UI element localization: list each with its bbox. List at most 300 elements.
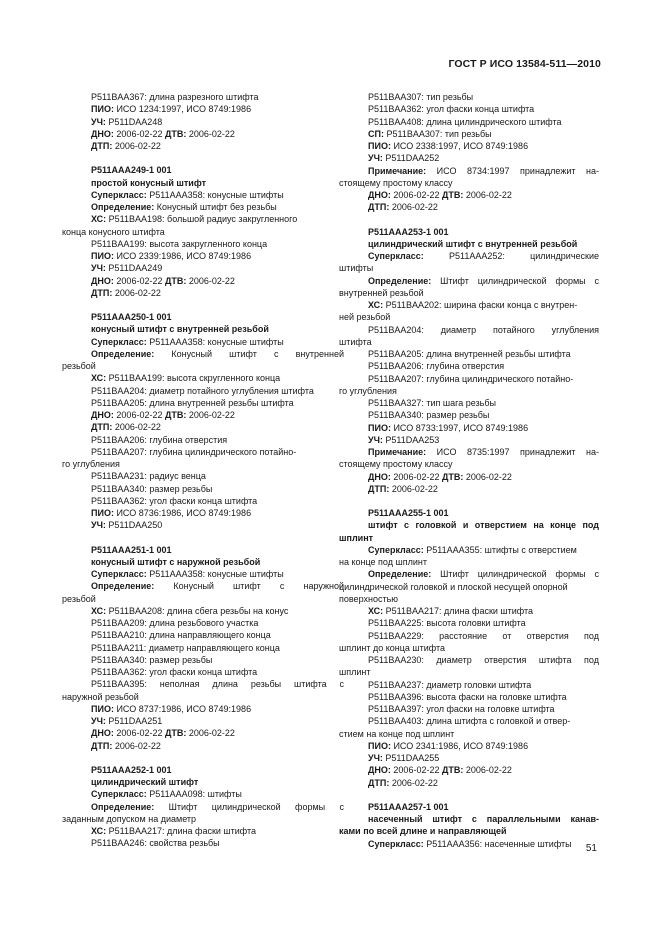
field-value: P511BAA340: размер резьбы	[91, 483, 213, 494]
text-line	[62, 544, 344, 556]
field-value: P511AAA358: конусные штифты	[146, 569, 284, 579]
field-value: наружной резьбой	[62, 691, 139, 702]
text-line	[339, 360, 599, 372]
text-line	[62, 740, 344, 752]
text-line	[62, 91, 344, 103]
field-label: ДТВ:	[441, 190, 464, 200]
text-line	[339, 177, 599, 189]
text-line	[62, 409, 344, 421]
field-value: P511BAA198: большой радиус закругленного	[106, 214, 298, 225]
text-line	[62, 213, 344, 225]
text-line	[62, 397, 344, 409]
field-value: ней резьбой	[339, 312, 391, 323]
field-value: ИСО 8734:1997 принадлежит на-	[426, 165, 599, 176]
text-line	[62, 201, 344, 213]
field-value: 2006-02-22	[113, 275, 165, 286]
left-column	[62, 91, 344, 850]
field-value: P511BAA199: высота скругленного конца	[106, 373, 281, 384]
text-line	[339, 128, 599, 140]
field-value: Конусный штифт с наружной	[154, 581, 344, 592]
text-line	[339, 238, 599, 250]
text-line	[62, 446, 344, 458]
field-label: P511AAA252-1 001	[91, 764, 172, 775]
field-value: 2006-02-22	[112, 422, 161, 433]
text-line	[339, 825, 599, 837]
field-value: P511BAA204: диаметр потайного углубления штифта	[91, 385, 314, 396]
field-label: насеченный штифт с параллельными канав-	[368, 814, 599, 824]
field-value: 2006-02-22	[390, 765, 442, 776]
field-label: ДНО:	[91, 128, 114, 139]
field-value: 2006-02-22	[186, 410, 235, 420]
field-value: внутренней резьбой	[339, 287, 424, 298]
field-label: ХС:	[91, 214, 107, 225]
field-value: на конце под шплинт	[339, 557, 427, 567]
field-label: Суперкласс:	[91, 789, 147, 800]
text-line	[62, 262, 344, 274]
field-value: P511BAA397: угол фаски на головке штифта	[368, 704, 555, 714]
field-value: 2006-02-22	[186, 275, 235, 286]
text-line	[339, 397, 599, 409]
field-value: P511AAA355: штифты с отверстием	[423, 544, 577, 555]
field-label: штифт с головкой и отверстием на конце под	[368, 520, 599, 531]
text-line	[62, 837, 344, 849]
field-value: P511AAA358: конусные штифты	[146, 189, 284, 200]
text-line	[62, 250, 344, 262]
field-value: 2006-02-22	[112, 287, 161, 298]
text-line	[339, 471, 599, 483]
field-label: ПИО:	[91, 508, 114, 518]
field-value: P511BAA199: высота закругленного конца	[91, 238, 268, 249]
field-value: Конусный штифт с внутренней	[154, 348, 344, 359]
field-value: P511BAA230: диаметр отверстия штифта под	[368, 655, 599, 665]
field-value: 2006-02-22	[186, 728, 235, 739]
text-line	[339, 275, 599, 287]
field-label: цилиндрический штифт с внутренней резьбой	[368, 238, 578, 249]
field-label: ХС:	[368, 606, 384, 616]
paragraph-gap	[62, 299, 344, 311]
text-line	[62, 385, 344, 397]
text-line	[339, 752, 599, 764]
text-line	[339, 189, 599, 201]
field-value: P511BAA210: длина направляющего конца	[91, 630, 271, 641]
text-line	[339, 422, 599, 434]
field-label: ДТП:	[91, 287, 113, 298]
field-label: УЧ:	[368, 153, 383, 164]
page-number: 51	[585, 843, 597, 854]
field-label: ДТП:	[91, 422, 113, 433]
field-value: шплинт до конца штифта	[339, 642, 446, 653]
field-value: стоящему простому классу	[339, 459, 453, 470]
text-line	[339, 140, 599, 152]
field-label: СП:	[368, 128, 384, 139]
text-line	[339, 519, 599, 531]
text-line	[339, 642, 599, 654]
text-line	[62, 764, 344, 776]
field-value: P511BAA408: длина цилиндрического штифта	[368, 116, 562, 127]
text-line	[62, 128, 344, 140]
field-label: конусный штифт с наружной резьбой	[91, 556, 261, 567]
field-value: P511BAA217: длина фаски штифта	[383, 606, 534, 616]
text-line	[339, 532, 599, 544]
field-value: 2006-02-22	[112, 141, 161, 151]
text-line	[339, 801, 599, 813]
field-label: ДНО:	[368, 765, 391, 776]
field-label: ПИО:	[368, 740, 391, 751]
text-line	[62, 801, 344, 813]
text-line	[339, 434, 599, 446]
field-value: 2006-02-22	[463, 765, 512, 776]
field-label: УЧ:	[368, 753, 383, 763]
text-line	[62, 519, 344, 531]
text-line	[339, 336, 599, 348]
field-label: P511AAA257-1 001	[368, 801, 449, 812]
field-label: ДНО:	[91, 275, 114, 286]
right-column	[339, 91, 599, 850]
text-line	[62, 580, 344, 592]
field-label: ками по всей длине и направляющей	[339, 826, 507, 837]
field-label: P511AAA251-1 001	[91, 544, 172, 555]
text-line	[62, 177, 344, 189]
field-value: 2006-02-22	[390, 471, 442, 482]
field-label: Примечание:	[368, 447, 427, 457]
field-value: P511BAA205: длина внутренней резьбы штифта	[91, 397, 294, 408]
text-line	[62, 776, 344, 788]
field-label: Суперкласс:	[368, 251, 424, 261]
text-line	[339, 299, 599, 311]
text-line	[339, 483, 599, 495]
text-line	[339, 617, 599, 629]
field-value: P511BAA307: тип резьбы	[383, 128, 492, 139]
field-value: цилиндрической головкой и плоской несущей опорной	[339, 581, 568, 592]
text-line	[339, 703, 599, 715]
field-label: ДТП:	[368, 202, 390, 213]
field-label: цилиндрический штифт	[91, 777, 199, 787]
text-line	[62, 372, 344, 384]
paragraph-gap	[339, 214, 599, 226]
field-value: стием на конце под шплинт	[339, 728, 455, 739]
field-label: ПИО:	[91, 251, 114, 261]
field-label: ПИО:	[368, 141, 391, 151]
text-line	[62, 360, 344, 372]
field-value: P511BAA211: диаметр направляющего конца	[91, 642, 280, 653]
field-value: ИСО 1234:1997, ИСО 8749:1986	[113, 104, 252, 115]
field-value: P511BAA307: тип резьбы	[368, 92, 474, 102]
text-line	[339, 409, 599, 421]
text-line	[339, 740, 599, 752]
field-label: ХС:	[91, 373, 107, 384]
field-value: P511AAA098: штифты	[146, 789, 242, 800]
text-line	[62, 825, 344, 837]
text-line	[62, 421, 344, 433]
field-label: ХС:	[91, 826, 107, 836]
field-value: штифта	[339, 336, 372, 347]
field-value: Штифт цилиндрической формы с	[431, 275, 599, 286]
field-value: P511DAA248	[105, 116, 163, 127]
paragraph-gap	[62, 752, 344, 764]
field-value: 2006-02-22	[389, 202, 438, 213]
field-value: P511AAA356: насеченные штифты	[423, 838, 572, 849]
field-value: ИСО 2339:1986, ИСО 8749:1986	[113, 251, 252, 261]
text-line	[62, 226, 344, 238]
field-label: УЧ:	[91, 716, 106, 726]
field-value: ИСО 8737:1986, ИСО 8749:1986	[113, 703, 252, 714]
field-value: P511DAA253	[382, 434, 440, 445]
field-value: стоящему простому классу	[339, 177, 453, 188]
field-value: P511BAA208: длина сбега резьбы на конус	[106, 605, 289, 616]
field-label: Определение:	[91, 348, 155, 359]
text-line	[339, 262, 599, 274]
text-line	[62, 605, 344, 617]
field-value: P511BAA246: свойства резьбы	[91, 838, 220, 849]
paragraph-gap	[62, 152, 344, 164]
text-line	[62, 715, 344, 727]
field-label: ДТВ:	[164, 275, 187, 286]
text-line	[339, 250, 599, 262]
field-label: ДНО:	[91, 728, 114, 739]
text-line	[62, 813, 344, 825]
field-value: P511BAA395: неполная длина резьбы штифта с	[91, 679, 344, 690]
field-label: Определение:	[91, 801, 155, 812]
text-line	[62, 336, 344, 348]
field-value: 2006-02-22	[113, 728, 165, 739]
field-value: P511BAA209: длина резьбового участка	[91, 618, 259, 628]
field-value: 2006-02-22	[113, 410, 165, 420]
field-value: го углубления	[339, 385, 397, 396]
field-label: шплинт	[339, 532, 374, 543]
text-line	[62, 568, 344, 580]
field-value: 2006-02-22	[113, 128, 165, 139]
text-line	[62, 593, 344, 605]
text-line	[339, 287, 599, 299]
field-value: 2006-02-22	[389, 483, 438, 494]
field-label: ПИО:	[368, 422, 391, 433]
field-value: P511BAA205: длина внутренней резьбы штифта	[368, 349, 571, 359]
field-label: ДНО:	[91, 410, 114, 420]
field-value: 2006-02-22	[389, 777, 438, 788]
field-label: Суперкласс:	[91, 569, 147, 579]
text-line	[62, 287, 344, 299]
text-line	[339, 152, 599, 164]
field-label: ХС:	[91, 605, 107, 616]
field-value: P511BAA229: расстояние от отверстия под	[368, 630, 599, 641]
text-line	[339, 556, 599, 568]
text-line	[62, 678, 344, 690]
field-value: P511DAA252	[382, 153, 440, 164]
field-value: 2006-02-22	[390, 190, 442, 200]
field-label: ДТВ:	[164, 728, 187, 739]
text-line	[62, 666, 344, 678]
text-line	[339, 226, 599, 238]
field-label: ДТВ:	[441, 471, 464, 482]
text-line	[62, 103, 344, 115]
field-value: 2006-02-22	[112, 740, 161, 751]
field-label: P511AAA255-1 001	[368, 508, 449, 518]
text-line	[339, 568, 599, 580]
text-line	[339, 324, 599, 336]
field-label: ХС:	[368, 300, 384, 310]
text-line	[62, 495, 344, 507]
text-line	[339, 507, 599, 519]
field-value: резьбой	[62, 593, 96, 604]
text-line	[62, 788, 344, 800]
text-line	[339, 728, 599, 740]
field-label: ПИО:	[91, 104, 114, 115]
field-value: P511BAA340: размер резьбы	[368, 410, 490, 421]
field-label: Определение:	[368, 569, 432, 580]
field-value: заданным допуском на диаметр	[62, 813, 197, 824]
field-value: P511BAA362: угол фаски конца штифта	[368, 104, 535, 115]
text-line	[339, 813, 599, 825]
text-line	[62, 507, 344, 519]
field-label: Суперкласс:	[368, 544, 424, 555]
text-line	[62, 434, 344, 446]
field-label: ДТП:	[368, 483, 390, 494]
text-line	[339, 116, 599, 128]
text-line	[339, 348, 599, 360]
field-label: УЧ:	[368, 434, 383, 445]
text-line	[62, 642, 344, 654]
field-value: P511BAA225: высота головки штифта	[368, 618, 526, 629]
text-line	[339, 593, 599, 605]
field-label: ДТП:	[91, 740, 113, 751]
field-value: 2006-02-22	[463, 471, 512, 482]
text-line	[339, 777, 599, 789]
text-line	[62, 617, 344, 629]
field-label: Суперкласс:	[91, 336, 147, 347]
text-line	[62, 311, 344, 323]
paragraph-gap	[62, 532, 344, 544]
field-label: ДНО:	[368, 471, 391, 482]
field-value: P511DAA250	[105, 520, 163, 531]
field-value: P511BAA204: диаметр потайного углубления	[368, 324, 599, 335]
field-value: P511BAA327: тип шага резьбы	[368, 398, 496, 408]
field-label: ПИО:	[91, 703, 114, 714]
text-line	[339, 764, 599, 776]
field-label: ДТВ:	[164, 410, 187, 420]
field-value: 2006-02-22	[186, 128, 235, 139]
field-value: P511BAA340: размер резьбы	[91, 654, 213, 665]
field-value: P511BAA362: угол фаски конца штифта	[91, 667, 258, 677]
field-value: штифты	[339, 263, 374, 274]
text-line	[62, 164, 344, 176]
text-line	[62, 140, 344, 152]
text-line	[339, 311, 599, 323]
field-label: ДТП:	[91, 141, 113, 151]
field-value: 2006-02-22	[463, 190, 512, 200]
paragraph-gap	[339, 495, 599, 507]
paragraph-gap	[339, 789, 599, 801]
text-line	[62, 556, 344, 568]
field-value: Штифт цилиндрической формы с	[431, 569, 599, 580]
text-line	[62, 691, 344, 703]
text-line	[339, 679, 599, 691]
field-label: P511AAA250-1 001	[91, 312, 172, 322]
field-label: Примечание:	[368, 165, 427, 176]
text-line	[62, 323, 344, 335]
field-value: P511BAA403: длина штифта с головкой и отвер-	[368, 716, 571, 727]
field-value: P511DAA249	[105, 263, 163, 274]
field-label: УЧ:	[91, 520, 106, 531]
text-line	[339, 373, 599, 385]
field-label: ДНО:	[368, 190, 391, 200]
field-label: Суперкласс:	[91, 189, 147, 200]
text-line	[62, 483, 344, 495]
field-label: простой конусный штифт	[91, 177, 207, 188]
field-value: Штифт цилиндрической формы с	[154, 801, 344, 812]
text-line	[339, 103, 599, 115]
field-label: P511AAA253-1 001	[368, 226, 449, 237]
field-value: P511DAA255	[382, 753, 440, 763]
text-line	[339, 666, 599, 678]
field-label: ДТВ:	[164, 128, 187, 139]
field-label: Суперкласс:	[368, 838, 424, 849]
field-value: шплинт	[339, 667, 371, 678]
field-value: P511BAA396: высота фаски на головке штифта	[368, 691, 567, 702]
field-value: P511BAA202: ширина фаски конца с внутрен-	[383, 300, 578, 310]
field-label: P511AAA249-1 001	[91, 165, 172, 176]
text-line	[339, 691, 599, 703]
text-line	[62, 116, 344, 128]
field-value: поверхностью	[339, 593, 399, 604]
field-value: P511BAA237: диаметр головки штифта	[368, 679, 532, 690]
field-value: P511BAA362: угол фаски конца штифта	[91, 495, 258, 506]
field-value: P511BAA206: глубина отверстия	[91, 434, 228, 445]
field-value: резьбой	[62, 361, 96, 371]
text-line	[62, 470, 344, 482]
field-label: УЧ:	[91, 263, 106, 274]
text-line	[62, 348, 344, 360]
field-label: Определение:	[91, 202, 155, 212]
text-line	[62, 275, 344, 287]
text-line	[339, 715, 599, 727]
field-value: го углубления	[62, 459, 120, 469]
field-value: ИСО 8735:1997 принадлежит на-	[426, 447, 599, 457]
text-line	[339, 91, 599, 103]
field-value: P511BAA217: длина фаски штифта	[106, 826, 257, 836]
text-line	[62, 238, 344, 250]
text-line	[339, 201, 599, 213]
field-label: Определение:	[91, 581, 155, 592]
field-value: ИСО 8736:1986, ИСО 8749:1986	[113, 508, 252, 518]
text-line	[62, 189, 344, 201]
text-line	[62, 727, 344, 739]
text-line	[62, 654, 344, 666]
text-line	[339, 385, 599, 397]
text-line	[339, 654, 599, 666]
field-value: P511BAA367: длина разрезного штифта	[91, 92, 259, 102]
field-value: P511BAA207: глубина цилиндрического потайно-	[91, 446, 297, 457]
field-value: P511DAA251	[105, 716, 163, 726]
text-line	[339, 446, 599, 458]
field-label: ДТП:	[368, 777, 390, 788]
field-value: ИСО 2341:1986, ИСО 8749:1986	[390, 740, 529, 751]
text-line	[339, 838, 599, 850]
field-value: Конусный штифт без резьбы	[154, 202, 277, 212]
text-line	[62, 458, 344, 470]
text-line	[339, 458, 599, 470]
field-label: Определение:	[368, 275, 432, 286]
document-header: ГОСТ Р ИСО 13584-511—2010	[448, 58, 601, 70]
text-line	[339, 605, 599, 617]
field-value: P511BAA231: радиус венца	[91, 471, 206, 482]
field-value: ИСО 2338:1997, ИСО 8749:1986	[390, 141, 529, 151]
field-value: конца конусного штифта	[62, 226, 165, 237]
field-value: P511BAA207: глубина цилиндрического потайно-	[368, 373, 574, 384]
text-line	[62, 703, 344, 715]
text-line	[339, 630, 599, 642]
text-line	[339, 165, 599, 177]
field-label: конусный штифт с внутренней резьбой	[91, 324, 269, 335]
